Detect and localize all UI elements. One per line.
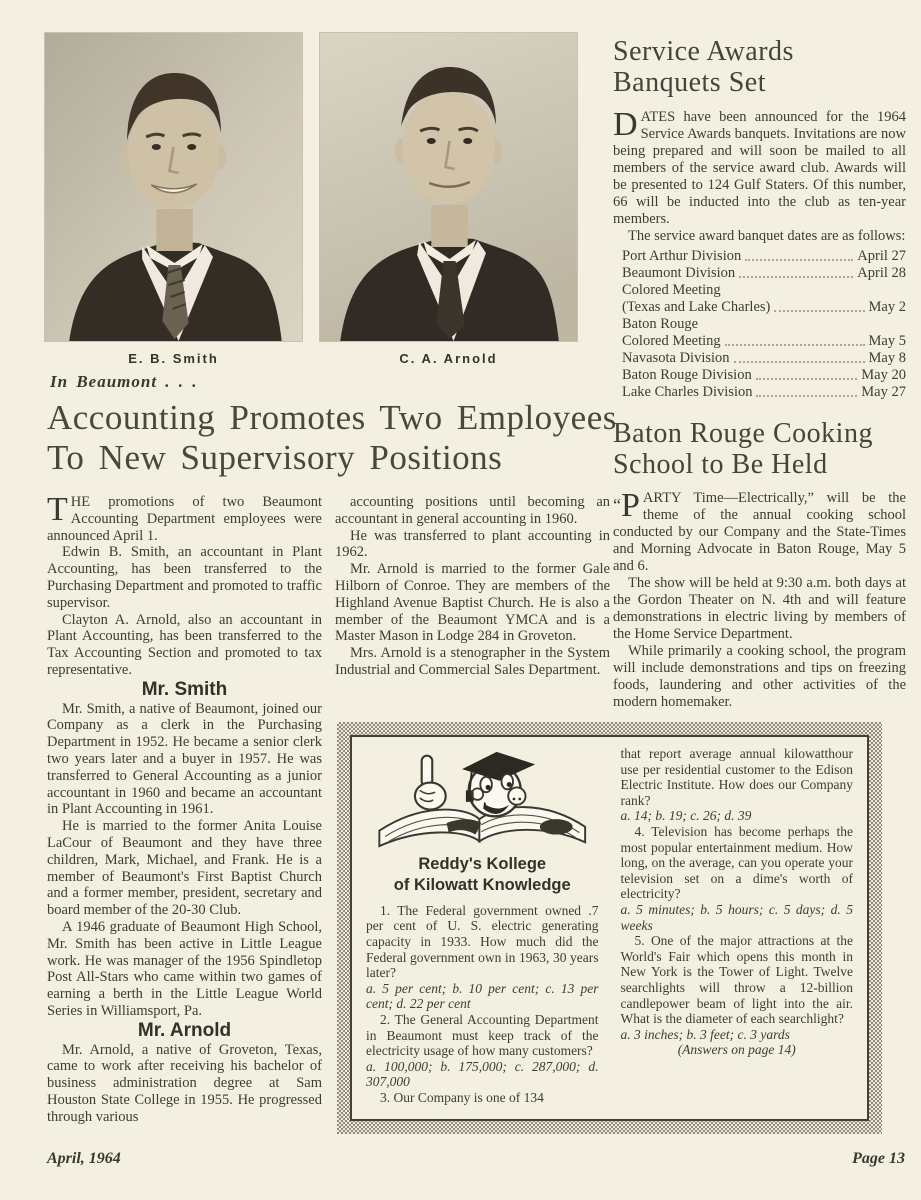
paragraph: Mr. Arnold, a native of Groveton, Texas, came to work after receiving his bachelor of business administration degree at Sam Houston State College in 1955. He progressed through various: [47, 1041, 322, 1125]
page-footer: [47, 1150, 905, 1168]
division-label: Port Arthur Division: [622, 247, 742, 264]
intro-paragraphs: [47, 544, 322, 678]
service-awards-title: Service Awards Banquets Set: [613, 36, 794, 99]
banquet-date: May 20: [861, 366, 906, 383]
banquet-date-row: [622, 384, 906, 401]
photo-caption-arnold: C. A. Arnold: [399, 351, 498, 366]
quiz-items-col2: [621, 746, 854, 1058]
paragraph: The show will be held at 9:30 a.m. both days at the Gordon Theater on N. 4th and will feature demonstrations in electric living by members of the Home Service Department.: [613, 575, 906, 643]
lead-paragraph: DATES have been announced for the 1964 Service Awards banquets. Invitations are now being prepared and will soon be mailed to all members of the service award club. Awards will be presented to 124 Gulf Staters. Of this number, 66 will be inducted into the club as ten-year members.: [613, 105, 906, 227]
footer-page-number: Page 13: [852, 1150, 905, 1167]
dotted-leader: [756, 395, 857, 397]
dotted-leader: [774, 310, 864, 312]
banquet-date: May 5: [868, 332, 906, 349]
division-label: Baton Rouge: [622, 315, 699, 332]
cooking-school-paragraphs: [613, 575, 906, 711]
division-label: Colored Meeting: [622, 281, 721, 298]
headline-line2: To New Supervisory Positions: [47, 437, 503, 477]
reddy-kilowatt-graduate-icon: [370, 748, 595, 848]
subhead-mr-smith: Mr. Smith: [141, 678, 228, 700]
article-headline: [47, 398, 617, 477]
photo-caption-smith: E. B. Smith: [128, 351, 219, 366]
portrait-arnold: [320, 33, 577, 366]
column2-paragraphs: [335, 494, 610, 679]
dotted-leader: [725, 344, 865, 346]
portrait-photos: [45, 33, 577, 366]
quiz-text: a. 5 minutes; b. 5 hours; c. 5 days; d. 5 weeks: [620, 901, 853, 933]
dotted-leader: [745, 259, 853, 261]
banquet-date-row: [622, 367, 906, 384]
banquet-date: April 28: [857, 264, 906, 281]
portrait-smith-photo: [45, 33, 302, 341]
subhead-mr-arnold: Mr. Arnold: [137, 1019, 232, 1041]
division-label: (Texas and Lake Charles): [622, 298, 771, 315]
banquet-date-row: [622, 282, 906, 299]
dotted-leader: [739, 276, 853, 278]
paragraph: Mrs. Arnold is a stenographer in the System Industrial and Commercial Sales Department.: [335, 645, 610, 678]
article-kicker: In Beaumont . . .: [50, 372, 198, 391]
paragraph: He is married to the former Anita Louise LaCour of Beaumont and they have three children, Mark, Michael, and Frank. He is a member of Beaumont's First Baptist Church and a former member, president, secretary and board member of the 20-30 Club.: [47, 818, 322, 919]
quiz-text: 2. The General Accounting Department in Beaumont must keep track of the electricity usage of how many customers?: [366, 1012, 599, 1059]
quiz-box-heading: Reddy's Kollege of Kilowatt Knowledge: [393, 855, 571, 895]
quiz-items-col1: [366, 903, 599, 1106]
dropcap: P: [621, 487, 640, 525]
paragraph: A 1946 graduate of Beaumont High School, Mr. Smith has been active in Little League work. He was manager of the 1956 Spindletop Post All-Stars who came within two games of earning a berth in the Little League World Series in Williamsport, Pa.: [47, 918, 322, 1019]
paragraph: Mr. Arnold is married to the former Gale Hilborn of Conroe. They are members of the Highland Avenue Baptist Church. He is also a member of the Beaumont YMCA and is a Master Mason in Lodge 284 in Groveton.: [335, 561, 610, 645]
lead-paragraph: “ P ARTY Time—Electrically,” will be the theme of the annual cooking school conducted by our Company and the State-Times and Morning Advocate in Baton Rouge, May 5 and 6.: [613, 487, 906, 575]
banquet-dates-list: [613, 248, 906, 401]
quiz-text: a. 3 inches; b. 3 feet; c. 3 yards: [620, 1026, 790, 1042]
quiz-text: 1. The Federal government owned .7 per cent of U. S. electric generating capacity in 1933. How much did the Federal government own in 1963, 30 years later?: [366, 902, 599, 981]
banquet-date-row: [622, 333, 906, 350]
dropcap: T: [47, 491, 68, 528]
quiz-box-inner: [350, 735, 869, 1121]
quiz-box: [337, 722, 882, 1134]
dropcap: D: [613, 105, 638, 143]
portrait-arnold-photo: [320, 33, 577, 341]
division-label: Colored Meeting: [622, 332, 721, 349]
arnold-paragraphs: [47, 1042, 322, 1126]
banquet-date-row: [622, 248, 906, 265]
cooking-school-article: [613, 418, 906, 712]
paragraph: Edwin B. Smith, an accountant in Plant Accounting, has been transferred to the Purchasing Department and promoted to traffic supervisor.: [47, 544, 322, 611]
banquet-date-row: [622, 265, 906, 282]
quiz-text: a. 100,000; b. 175,000; c. 287,000; d. 307,000: [366, 1058, 599, 1090]
paragraph: While primarily a cooking school, the program will include demonstrations and tips on freezing foods, laundering and other activities of the modern homemaker.: [613, 643, 906, 711]
quiz-text: 4. Television has become perhaps the most popular entertainment medium. How long, on the average, can you operate your television set on a dime's worth of electricity?: [620, 823, 853, 902]
banquet-date: May 8: [868, 349, 906, 366]
paragraph: Mr. Smith, a native of Beaumont, joined our Company as a clerk in the Purchasing Department in 1952. He became a senior clerk two years later and a buyer in 1957. He was transferred to General Accounting as a junior accountant in 1960 and became an accountant in Plant Accounting in 1961.: [47, 700, 322, 818]
banquet-date: April 27: [857, 247, 906, 264]
sidebar-column: [613, 36, 906, 711]
division-label: Navasota Division: [622, 349, 730, 366]
headline-line1: Accounting Promotes Two Employees: [47, 398, 617, 437]
paragraph: accounting positions until becoming an accountant in general accounting in 1960.: [335, 494, 610, 527]
division-label: Beaumont Division: [622, 264, 736, 281]
quiz-column-1: [366, 746, 599, 1110]
footer-issue-date: April, 1964: [47, 1150, 121, 1167]
paragraph: He was transferred to plant accounting in 1962.: [335, 527, 610, 561]
banquet-date: May 27: [861, 383, 906, 400]
cooking-school-title: Baton Rouge Cooking School to Be Held: [613, 417, 873, 481]
quiz-column-2: [621, 746, 854, 1110]
dates-intro: The service award banquet dates are as follows:: [628, 227, 906, 244]
man-portrait-icon: [320, 33, 577, 341]
paragraph: Clayton A. Arnold, also an accountant in Plant Accounting, has been transferred to the Tax Accounting Section and promoted to tax representative.: [47, 611, 322, 678]
article-column-1: [47, 491, 322, 1125]
quiz-text: 3. Our Company is one of 134: [380, 1090, 544, 1105]
dotted-leader: [756, 378, 858, 380]
banquet-date-row: [622, 299, 906, 316]
quiz-text: 5. One of the major attractions at the World's Fair which opens this month in New York is the Tower of Light. Twelve searchlights will throw a 12-billion candlepower beam of light into the air. What is the diameter of each searchlight?: [620, 933, 853, 1027]
division-label: Lake Charles Division: [622, 383, 753, 400]
division-label: Baton Rouge Division: [622, 366, 752, 383]
banquet-date-row: [622, 350, 906, 367]
smith-paragraphs: [47, 701, 322, 1020]
quiz-text: (Answers on page 14): [677, 1042, 796, 1058]
portrait-smith: [45, 33, 302, 366]
lead-paragraph: THE promotions of two Beaumont Accounting Department employees were announced April 1.: [47, 491, 322, 544]
man-portrait-icon: [45, 33, 302, 341]
quiz-text: a. 5 per cent; b. 10 per cent; c. 13 per cent; d. 22 per cent: [366, 980, 599, 1012]
quiz-text: a. 14; b. 19; c. 26; d. 39: [620, 808, 752, 824]
banquet-date: May 2: [868, 298, 906, 315]
service-awards-article: [613, 36, 906, 401]
dotted-leader: [734, 361, 865, 363]
quiz-text: that report average annual kilowatthour use per residential customer to the Edison Electric Institute. How does our Company rank?: [620, 746, 853, 808]
banquet-date-row: [622, 316, 906, 333]
